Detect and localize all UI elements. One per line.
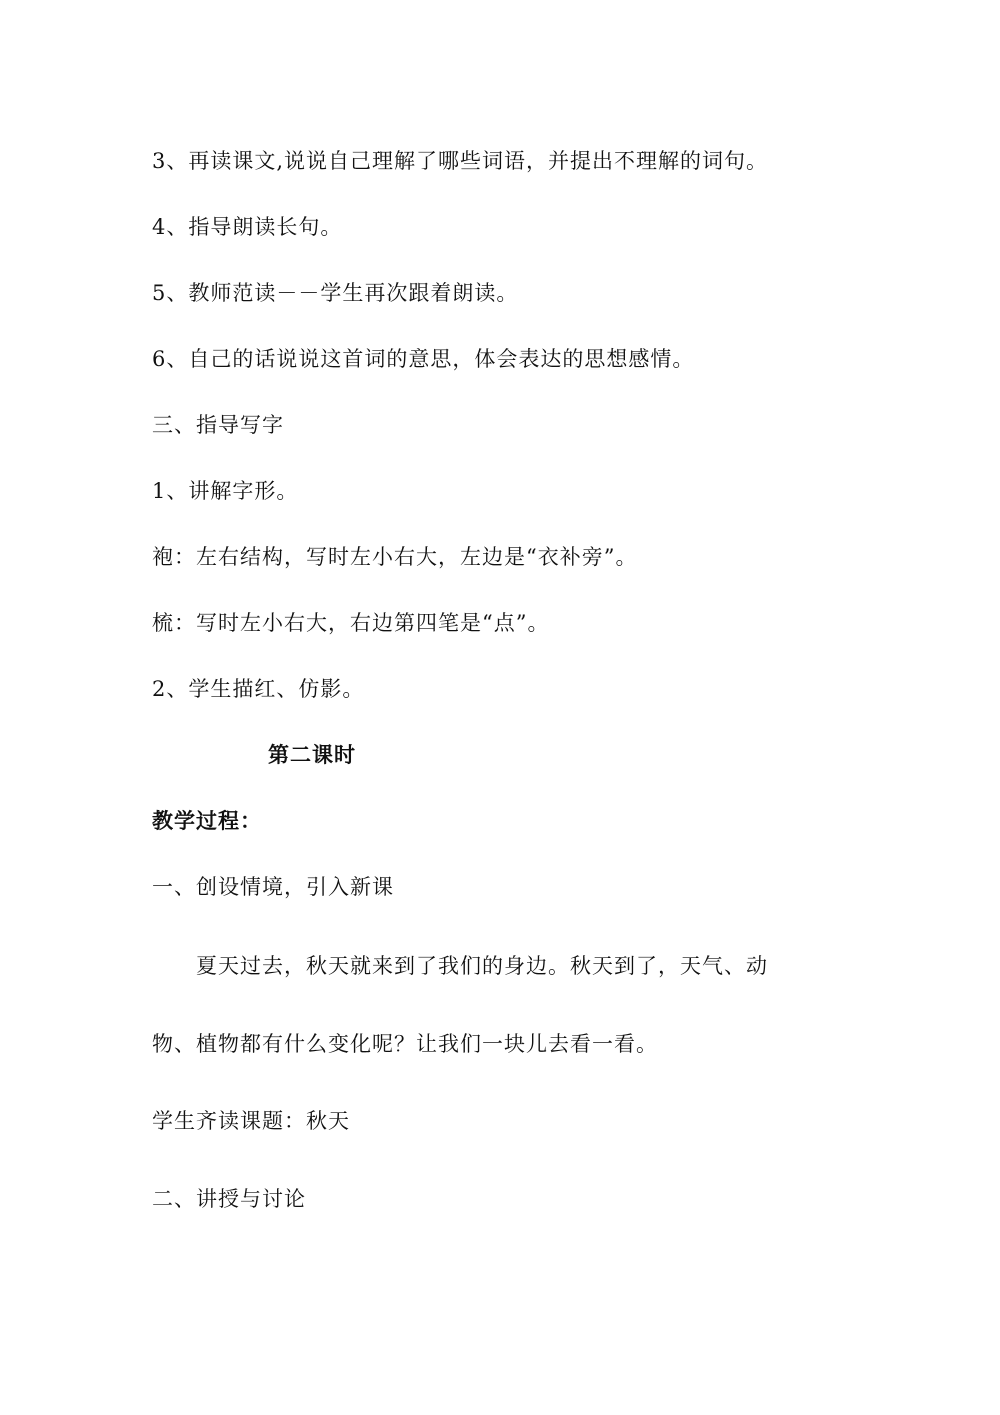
character-shu-note: 梳：写时左小右大，右边第四笔是“点”。 xyxy=(152,611,550,635)
writing-step-1: 1、讲解字形。 xyxy=(152,479,299,503)
section-3-heading: 三、指导写字 xyxy=(152,413,284,437)
teaching-process-heading: 教学过程： xyxy=(152,808,262,833)
read-title-line: 学生齐读课题：秋天 xyxy=(152,1109,350,1133)
intro-paragraph-line-1: 夏天过去，秋天就来到了我们的身边。秋天到了，天气、动 xyxy=(196,954,768,978)
writing-step-2: 2、学生描红、仿影。 xyxy=(152,677,365,701)
step-3-reread-text: 3、再读课文,说说自己理解了哪些词语，并提出不理解的词句。 xyxy=(152,149,769,173)
section-1-heading: 一、创设情境，引入新课 xyxy=(152,875,394,899)
step-4-guide-reading: 4、指导朗读长句。 xyxy=(152,215,343,239)
character-pao-note: 袍：左右结构，写时左小右大，左边是“衣补旁”。 xyxy=(152,545,638,569)
intro-paragraph-line-2: 物、植物都有什么变化呢？让我们一块儿去看一看。 xyxy=(152,1032,658,1056)
step-6-explain-meaning: 6、自己的话说说这首词的意思，体会表达的思想感情。 xyxy=(152,347,695,371)
section-2-heading: 二、讲授与讨论 xyxy=(152,1187,306,1211)
lesson-two-title: 第二课时 xyxy=(268,742,356,767)
step-5-teacher-model-reading: 5、教师范读－－学生再次跟着朗读。 xyxy=(152,281,519,305)
